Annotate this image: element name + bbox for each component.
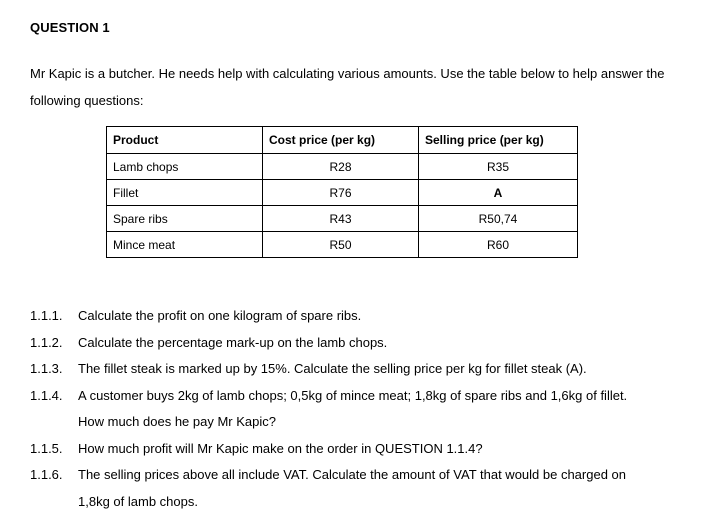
question-item [30, 303, 627, 330]
cell-product: Spare ribs [107, 206, 263, 232]
cell-cost-price: R76 [263, 180, 419, 206]
table-row [107, 206, 578, 232]
question-number: 1.1.3. [30, 361, 63, 376]
table-row [107, 232, 578, 258]
cell-selling-price: A [419, 180, 578, 206]
question-text: The fillet steak is marked up by 15%. Calculate the selling price per kg for fillet steak (A). [78, 361, 587, 376]
cell-selling-price: R35 [419, 154, 578, 180]
question-item [30, 436, 627, 463]
price-table [106, 126, 578, 258]
question-text: How much profit will Mr Kapic make on the order in QUESTION 1.1.4? [78, 440, 483, 456]
question-item [30, 462, 627, 489]
table-row [107, 180, 578, 206]
question-number: 1.1.1. [30, 308, 63, 323]
question-text: Calculate the profit on one kilogram of spare ribs. [78, 308, 362, 323]
question-text-continued: 1,8kg of lamb chops. [78, 493, 198, 509]
header-cost-price: Cost price (per kg) [263, 127, 419, 154]
question-text: A customer buys 2kg of lamb chops; 0,5kg of mince meat; 1,8kg of spare ribs and 1,6kg of fillet. [78, 387, 628, 403]
question-text: The selling prices above all include VAT. Calculate the amount of VAT that would be charged on [78, 467, 627, 482]
header-selling-price: Selling price (per kg) [419, 127, 578, 154]
question-number: 1.1.6. [30, 467, 63, 482]
cell-product: Mince meat [107, 232, 263, 258]
question-number: 1.1.5. [30, 440, 63, 456]
question-item [30, 356, 627, 383]
question-item [30, 383, 627, 410]
cell-cost-price: R28 [263, 154, 419, 180]
cell-cost-price: R50 [263, 232, 419, 258]
question-continuation [30, 409, 627, 436]
question-heading: QUESTION 1 [30, 20, 110, 35]
question-text-continued: How much does he pay Mr Kapic? [78, 414, 276, 429]
question-number: 1.1.2. [30, 334, 63, 350]
question-number: 1.1.4. [30, 387, 63, 403]
question-list [30, 303, 627, 515]
question-item [30, 330, 627, 357]
cell-selling-price: R50,74 [419, 206, 578, 232]
intro-paragraph: Mr Kapic is a butcher. He needs help with calculating various amounts. Use the table below to help answer the following questions: [30, 66, 665, 108]
header-product: Product [107, 127, 263, 154]
cell-product: Fillet [107, 180, 263, 206]
table-row [107, 154, 578, 180]
question-text: Calculate the percentage mark-up on the lamb chops. [78, 334, 388, 350]
cell-product: Lamb chops [107, 154, 263, 180]
question-continuation [30, 489, 627, 516]
cell-selling-price: R60 [419, 232, 578, 258]
table-header-row [107, 127, 578, 154]
cell-cost-price: R43 [263, 206, 419, 232]
